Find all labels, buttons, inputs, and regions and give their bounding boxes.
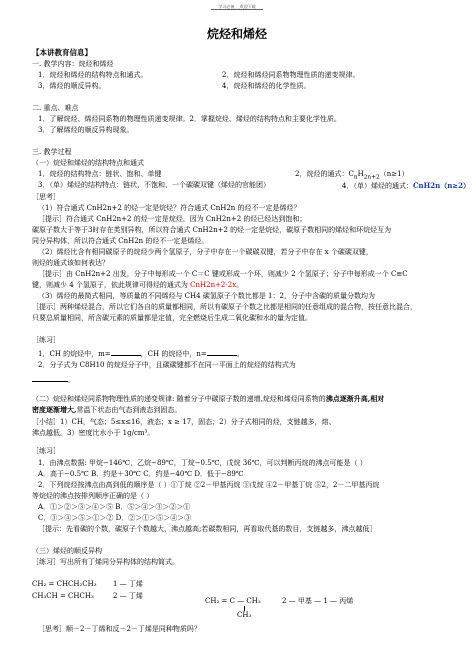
practice1-label: ［练习］ — [32, 336, 60, 344]
think-hint-2: ［提示］由 CnH2n+2 出发，分子中每形成一个 C＝C 键或形成一个环，则减少 2 个氢原子；分子中每形成一个 C≡C — [38, 270, 408, 278]
practice2-label: ［练习］ — [32, 447, 60, 455]
alkene-formula: 4．（单）烯烃的通式：CnH2n（n≥2） — [342, 181, 471, 190]
part3-think: ［思考］顺－2－丁烯和反－2－丁烯是同种物质吗？ — [38, 625, 201, 633]
part3-title: （三）烯烃的顺反异构 — [32, 547, 102, 555]
key-item-2: 3．了解烯烃的顺反异构现象。 — [38, 126, 134, 134]
info-heading: 【本讲教育信息】 — [32, 48, 92, 57]
practice2-hint: ［提示：先看碳的个数，碳原子个数越大，沸点越高;若碳数相同，再看取代基的数目，支链越多，沸点越低］ — [38, 525, 377, 533]
practice2-options-3: C．③＞④＞⑤＞①＞② D．②＞①＞⑤＞④＞③ — [38, 514, 192, 522]
page-header: 学习必备_ _欢迎下载 — [211, 4, 263, 10]
think-hint-3b: 只要总质量相同，所含碳元素的质量都是定值，完全燃烧后生成二氧化碳和水的量为定值。 — [32, 314, 312, 322]
think-question-3: （3）烯烃的最简式相同，等质量的不同烯烃与 CH4 碳氢原子个数比都是 1：2，分子中含碳的质量分数均为 — [38, 292, 375, 300]
think-hint-3: ［提示］两种烯烃混合，所以它们各自的质量都相同，所以有碳原子个数之比都是相同的任意组成的混合物，按任意比混合， — [32, 303, 417, 311]
summary-line-2: 沸点越低。3）密度比水小于 1g/cm³。 — [32, 429, 155, 437]
page-title: 烷烃和烯烃 — [206, 27, 267, 41]
think-question-2b: 则烃的通式该如何表达？ — [32, 259, 109, 267]
think-label: ［思考］ — [32, 193, 60, 201]
think-question-1: （1）符合通式 CnH2n+2 的烃一定是烷烃？符合通式 CnH2n 的烃不一定是烯烃？ — [38, 204, 301, 212]
part1-title: （一）烷烃和烯烃的结构特点和通式 — [32, 159, 144, 167]
formula-methylpropene-branch: CH₃ — [237, 611, 252, 619]
practice2-item-1: 1．由沸点数据: 甲烷−146℃，乙烷−89℃，丁烷−0.5℃，戊烷 36℃，可以判断丙烷的沸点可能是（ ） — [38, 459, 367, 467]
name-1-butene: 1 — 丁烯 — [113, 580, 143, 588]
practice2-options-2: A．①＞②＞③＞④＞⑤ B．⑤＞④＞③＞②＞① — [38, 503, 191, 511]
name-methylpropene: 2 — 甲基 — 1 — 丙烯 — [282, 597, 354, 605]
alkane-structure: 1．烷烃的结构特点：链状、饱和、单键 — [38, 170, 162, 178]
think-hint-1a: ［提示］符合通式 CnH2n+2 的烃一定是烷烃，因为 CnH2n+2 的烃已经达到饱和； — [38, 215, 307, 223]
content-item-2: 2．烷烃和烯烃同系物物理性质的递变规律。 — [222, 71, 360, 79]
practice2-item-2: 2．下列烷烃按沸点由高到低的顺序是（ ）①丁烷 ②2－甲基丙烷 ③戊烷 ④2－甲基丁烷 ⑤2，2－二甲基丙烷 — [38, 481, 380, 489]
formula-1-butene: CH₂ = CHCH₂CH₃ — [32, 580, 97, 588]
content-section-heading: 一. 教学内容：烷烃和烯烃 — [32, 60, 114, 68]
content-item-3: 3．烯烃的顺反异构。 — [38, 82, 106, 90]
alkene-structure: 3．（单）烯烃的结构特点：链状、不饱和、一个碳碳双键（烯烃的官能团） — [38, 181, 270, 189]
think-question-2: （2）烯烃比含有相同碳原子的烷烃少两个氢原子，分子中存在一个碳碳双键，若分子中存在 x 个碳碳双键， — [38, 248, 373, 256]
part2-line-2: 密度逐渐增大,常温下状态由气态到液态到固态。 — [32, 405, 182, 414]
alkane-formula: 2．烷烃的通式：$C_nH_{2n+2}(n\ge 1)$ — [295, 170, 409, 181]
practice2-options-1: A．高于−0.5℃ B．约是＋30℃ C．约是−40℃ D．低于−89℃ — [38, 470, 244, 478]
think-hint-1c: 同分异构体，所以符合通式 CnH2n 的烃不一定是烯烃。 — [32, 237, 209, 245]
practice1-item-1: 1．CH 的烷烃中，m= ，CH 的烷烃中，n= 。 — [38, 350, 244, 358]
think-hint-2b: 键，则减少 4 个氢原子，依此规律可得烃的通式为 CnH2n+2-2x。 — [32, 281, 244, 289]
practice1-answer-line: 。 — [32, 374, 75, 385]
key-item-1: 1．了解烷烃、烯烃同系物的物理性质递变规律。2．掌握烷烃、烯烃的结构特点和主要化学性质。 — [38, 115, 341, 123]
key-section-heading: 二. 重点、难点 — [32, 104, 79, 112]
practice2-item-2b: 等烷烃的沸点按排列顺序正确的是（ ） — [32, 492, 154, 500]
content-item-4: 4．烷烃和烯烃的化学性质。 — [222, 82, 311, 90]
part3-practice: ［练习］写出所有丁烯同分异构体的结构简式。 — [32, 558, 179, 566]
summary-line-1: ［小结］1）CH，气态；5≤x≤16，液态；x ≥ 17，固态；2）分子式相同的烃，支链越多，熔、 — [32, 418, 336, 426]
formula-methylpropene: CH₂ = C — CH₃ — [205, 597, 261, 605]
part2-line-1: （二）烷烃和烯烃同系物物理性质的递变规律: 随着分子中碳原子数的递增,烷烃和烯烃同系物的沸点逐渐升高,相对 — [32, 394, 385, 403]
content-item-1: 1．烷烃和烯烃的结构特点和通式。 — [38, 71, 148, 79]
formula-2-butene: CH₃CH = CHCH₃ — [32, 592, 94, 600]
think-hint-1b: 碳原子数大于等于3时存在类别异构，所以符合通式 CnH2n+2 的烃一定是烷烃，碳原子数相同的烯烃和环烷烃互为 — [32, 226, 392, 234]
name-2-butene: 2 — 丁烯 — [113, 592, 143, 600]
process-section-heading: 三. 教学过程 — [32, 148, 72, 156]
practice1-item-2: 2．分子式为 C8H10 的烷烃分子中，且碳碳键都不在同一平面上的烷烃的结构式为 — [38, 361, 296, 369]
